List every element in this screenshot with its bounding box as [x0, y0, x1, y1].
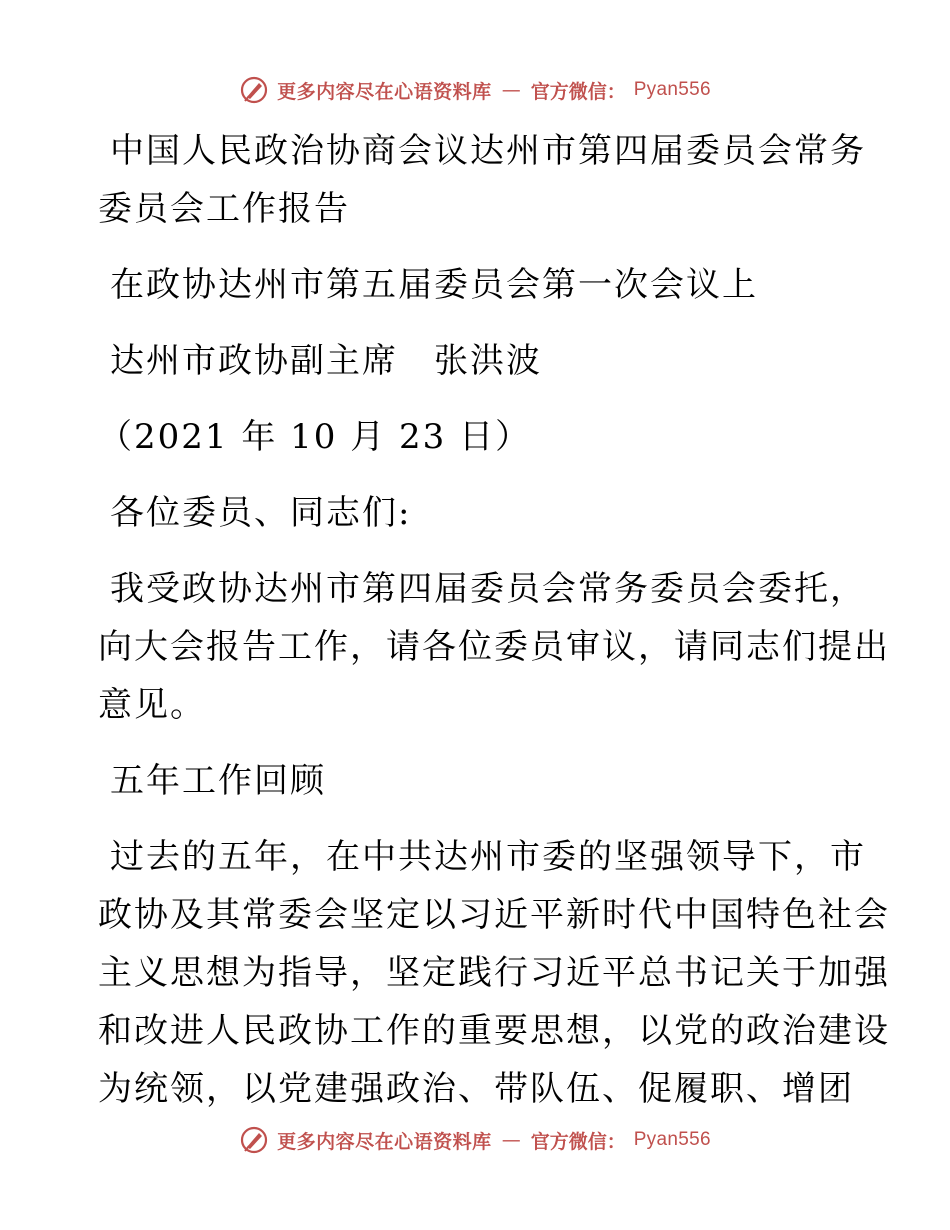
- quill-pen-logo-icon: [239, 75, 269, 105]
- watermark-wechat-label: 官方微信：: [530, 1130, 626, 1153]
- body-paragraph-line-3: 主义思想为指导，坚定践行习近平总书记关于加强: [98, 953, 890, 993]
- document-speaker: 达州市政协副主席 张洪波: [110, 341, 542, 381]
- document-title-line-2: 委员会工作报告: [98, 189, 350, 229]
- watermark-wechat-id: Pyan556: [633, 1129, 711, 1150]
- watermark-dash: —: [501, 1129, 521, 1151]
- body-paragraph-line-1: 过去的五年，在中共达州市委的坚强领导下，市: [110, 837, 866, 877]
- footer-watermark-banner: [0, 1120, 950, 1160]
- section-heading: 五年工作回顾: [110, 761, 326, 801]
- watermark-dash: —: [501, 79, 521, 101]
- body-paragraph-line-5: 为统领，以党建强政治、带队伍、促履职、增团: [98, 1069, 854, 1109]
- document-body: [98, 122, 890, 1118]
- header-watermark-banner: [0, 70, 950, 110]
- watermark-brand-text: 更多内容尽在心语资料库: [277, 1130, 492, 1153]
- document-date: （2021 年 10 月 23 日）: [98, 417, 532, 457]
- body-paragraph-line-4: 和改进人民政协工作的重要思想，以党的政治建设: [98, 1011, 890, 1051]
- document-occasion: 在政协达州市第五届委员会第一次会议上: [110, 265, 758, 305]
- watermark-wechat-label: 官方微信：: [530, 80, 626, 103]
- document-salutation: 各位委员、同志们:: [110, 493, 412, 533]
- watermark-wechat-id: Pyan556: [633, 79, 711, 100]
- intro-paragraph-line-3: 意见。: [98, 685, 206, 725]
- watermark-brand-text: 更多内容尽在心语资料库: [277, 80, 492, 103]
- document-title-line-1: 中国人民政治协商会议达州市第四届委员会常务: [110, 131, 866, 171]
- intro-paragraph-line-2: 向大会报告工作，请各位委员审议，请同志们提出: [98, 627, 890, 667]
- quill-pen-logo-icon: [239, 1125, 269, 1155]
- intro-paragraph-line-1: 我受政协达州市第四届委员会常务委员会委托，: [110, 569, 866, 609]
- body-paragraph-line-2: 政协及其常委会坚定以习近平新时代中国特色社会: [98, 895, 890, 935]
